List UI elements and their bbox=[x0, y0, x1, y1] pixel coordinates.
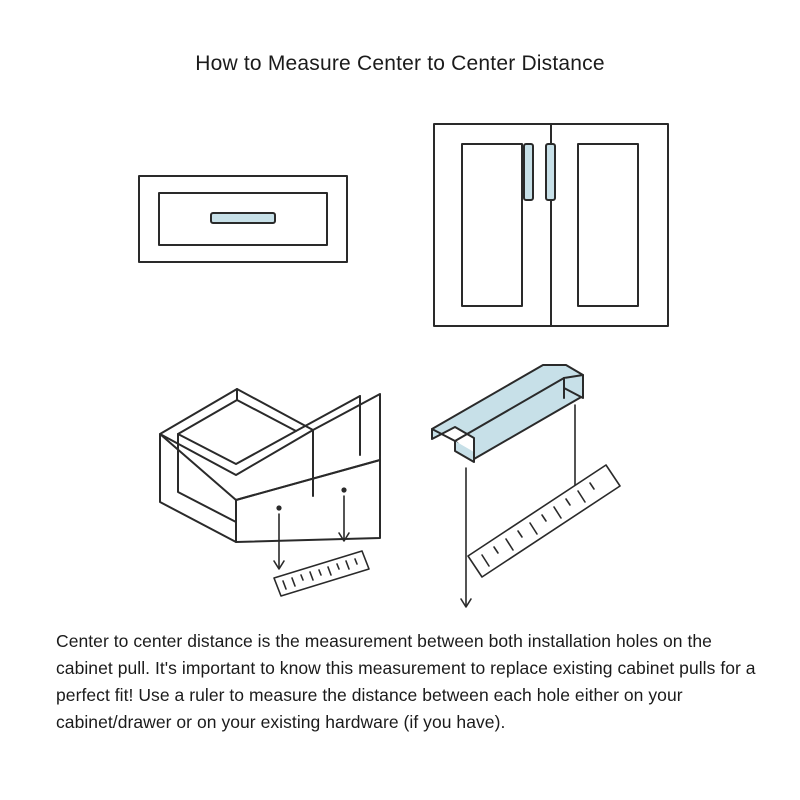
drawer-front-elevation bbox=[139, 176, 347, 262]
drawer-box-isometric bbox=[160, 389, 380, 596]
drawer-box-interior-top bbox=[178, 400, 296, 464]
pull-hardware-isometric bbox=[432, 365, 620, 607]
post-left bbox=[455, 441, 474, 462]
drawer-front-face bbox=[236, 460, 380, 542]
bar-pull-horizontal bbox=[211, 213, 275, 223]
right-door-inset bbox=[578, 144, 638, 306]
caption-text: Center to center distance is the measurement between both installation holes on the cabinet pull. It's important to know this measurement to replace existing cabinet pulls for a perfect fit! Use a ruler to measure the distance between each hole either on your cabinet/drawer or on your existing hardware (if you have). bbox=[56, 631, 756, 732]
measurement-diagram bbox=[0, 100, 800, 610]
bar-pull-vertical-right bbox=[546, 144, 555, 200]
ruler bbox=[274, 551, 369, 596]
hole-left bbox=[276, 505, 281, 510]
arrow-left bbox=[461, 468, 471, 607]
left-door-inset bbox=[462, 144, 522, 306]
page-title: How to Measure Center to Center Distance bbox=[195, 52, 605, 75]
hole-right bbox=[341, 487, 346, 492]
bar-pull-vertical-left bbox=[524, 144, 533, 200]
cabinet-doors-elevation bbox=[434, 124, 668, 326]
ruler bbox=[468, 465, 620, 577]
